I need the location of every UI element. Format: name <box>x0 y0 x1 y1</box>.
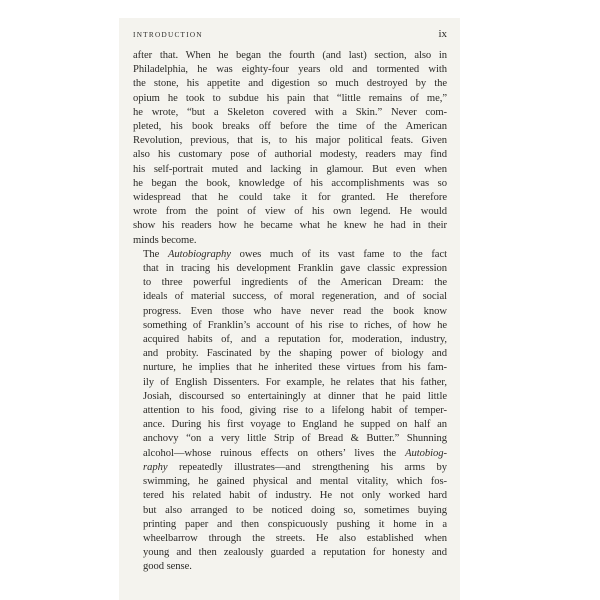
text-line <box>133 49 447 63</box>
text-run: ily of English Dissenters. For example, he relates that his father, <box>143 376 447 388</box>
text-line <box>133 248 447 262</box>
text-run: nurture, he implies that he inherited these virtues from his fam- <box>143 362 447 374</box>
text-run: he began the book, knowledge of his accomplishments was so <box>133 177 447 189</box>
text-line <box>133 77 447 91</box>
text-line <box>133 163 447 177</box>
text-run: The <box>143 248 169 260</box>
page-header <box>133 28 447 42</box>
text-run: good sense. <box>143 561 192 573</box>
text-run: Josiah, discoursed so entertainingly at dinner that he paid little <box>143 390 447 402</box>
text-line <box>133 92 447 106</box>
text-line <box>133 475 447 489</box>
text-line <box>133 319 447 333</box>
text-line <box>133 276 447 290</box>
text-run: ance. During his first voyage to England he supped on half an <box>143 419 447 431</box>
text-run: swimming, he gained physical and mental vitality, which fos- <box>143 476 447 488</box>
text-run: repeatedly illustrates—and strengthening his arms by <box>167 461 447 473</box>
italic-title: Autobiog- <box>405 447 447 459</box>
text-line <box>133 63 447 77</box>
text-line <box>133 305 447 319</box>
text-run: minds become. <box>133 234 197 246</box>
text-run: something of Franklin’s account of his rise to riches, of how he <box>143 319 447 331</box>
text-line <box>133 177 447 191</box>
text-run: his self-portrait muted and lacking in glamour. But even when <box>133 163 447 175</box>
running-head: INTRODUCTION <box>133 31 203 39</box>
text-run: owes much of its vast fame to the fact <box>230 248 447 260</box>
text-line <box>133 504 447 518</box>
text-line <box>133 361 447 375</box>
text-line <box>133 404 447 418</box>
text-run: he wrote, “but a Skeleton covered with a Skin.” Never com- <box>133 106 447 118</box>
italic-title: Autobiography <box>168 248 231 260</box>
text-run: but also arranged to be noticed doing so, sometimes buying <box>143 504 447 516</box>
text-line <box>133 546 447 560</box>
text-line <box>133 532 447 546</box>
paragraph <box>133 248 447 575</box>
text-line <box>133 518 447 532</box>
page-number: ix <box>438 28 447 40</box>
text-line <box>133 560 447 574</box>
text-run: anchovy “on a very little Strip of Bread & Butter.” Shunning <box>143 433 447 445</box>
text-run: acquired habits of, and a reputation for, moderation, industry, <box>143 334 447 346</box>
text-run: wheelbarrow through the streets. He also established when <box>143 532 447 544</box>
text-run: to three powerful ingredients of the American Dream: the <box>143 277 447 289</box>
text-line <box>133 262 447 276</box>
text-run: after that. When he began the fourth (and last) section, also in <box>133 50 447 61</box>
text-run: progress. Even those who have never read the book know <box>143 305 447 317</box>
text-line <box>133 347 447 361</box>
text-run: the stone, his appetite and digestion so much destroyed by the <box>133 78 447 90</box>
italic-title: raphy <box>143 461 168 473</box>
text-run: ideals of material success, of moral regeneration, and of social <box>143 291 447 303</box>
text-run: Philadelphia, he was eighty-four years old and tormented with <box>133 64 447 76</box>
text-run: show his readers how he became what he knew he had in their <box>133 220 447 232</box>
text-run: opium he took to subdue his pain that “little remains of me,” <box>133 92 447 104</box>
text-line <box>133 376 447 390</box>
text-line <box>133 134 447 148</box>
text-line <box>133 418 447 432</box>
text-line <box>133 333 447 347</box>
text-line <box>133 447 447 461</box>
text-run: Revolution, previous, that is, to his major political feats. Given <box>133 135 447 147</box>
text-line <box>133 191 447 205</box>
text-run: widespread that he could take it for granted. He therefore <box>133 192 447 204</box>
text-line <box>133 489 447 503</box>
text-run: that in tracing his development Franklin gave classic expression <box>143 263 447 275</box>
text-line <box>133 390 447 404</box>
text-run: young and then zealously guarded a reputation for honesty and <box>143 547 447 559</box>
text-run: and probity. Fascinated by the shaping power of biology and <box>143 348 447 360</box>
body-text <box>133 49 447 575</box>
text-run: attention to his food, giving rise to a lifelong habit of temper- <box>143 405 447 417</box>
text-line <box>133 432 447 446</box>
text-run: also his customary pose of authorial modesty, readers may find <box>133 149 447 161</box>
text-line <box>133 234 447 248</box>
text-line <box>133 106 447 120</box>
text-line <box>133 290 447 304</box>
paragraph <box>133 49 447 248</box>
text-line <box>133 461 447 475</box>
text-line <box>133 120 447 134</box>
text-line <box>133 219 447 233</box>
text-run: pleted, his book breaks off before the time of the American <box>133 121 447 133</box>
text-line <box>133 148 447 162</box>
text-run: tered his related habit of industry. He not only worked hard <box>143 490 447 502</box>
text-run: printing paper and then conspicuously pushing it home in a <box>143 518 447 530</box>
book-page <box>119 18 460 600</box>
text-run: alcohol—whose ruinous effects on others’ lives the <box>143 447 406 459</box>
text-line <box>133 205 447 219</box>
text-run: wrote from the point of view of his own legend. He would <box>133 206 447 218</box>
